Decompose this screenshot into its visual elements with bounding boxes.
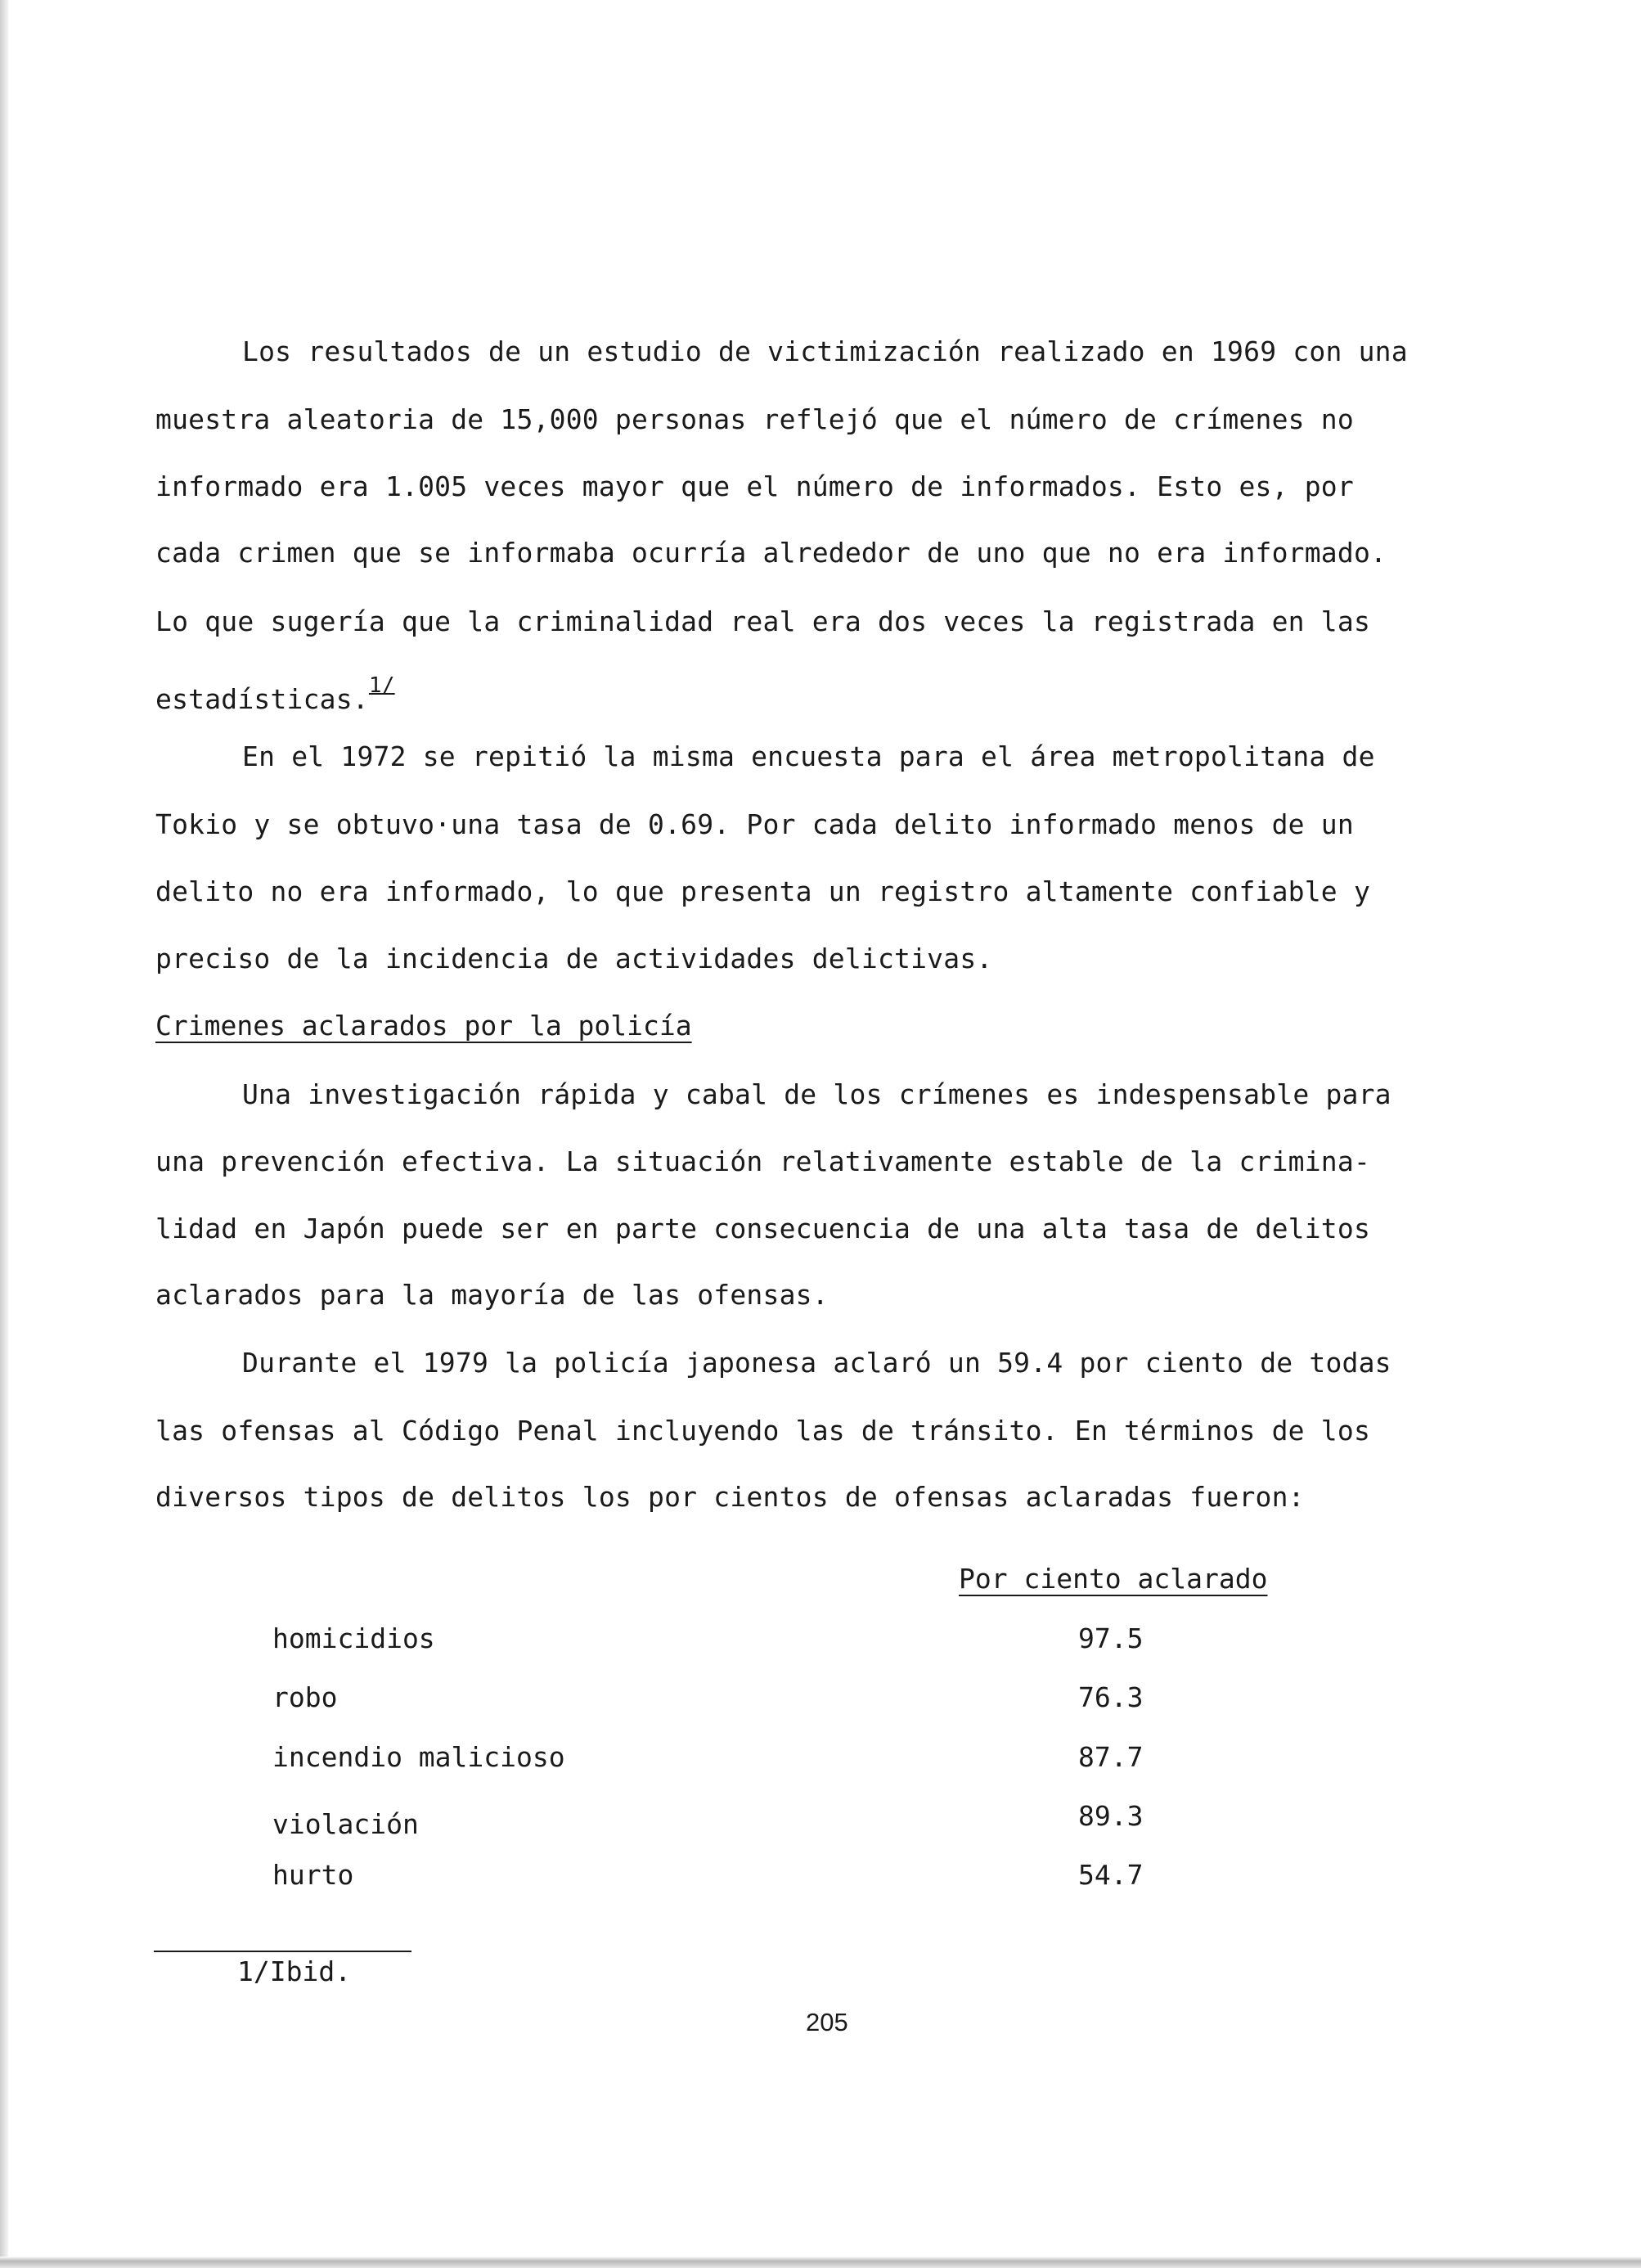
paragraph4-line-2: las ofensas al Código Penal incluyendo las de tránsito. En términos de los bbox=[155, 1415, 1371, 1447]
paragraph2-line-4: preciso de la incidencia de actividades delictivas. bbox=[155, 943, 993, 974]
table-header: Por ciento aclarado bbox=[959, 1563, 1268, 1595]
paragraph1-last-words: estadísticas. bbox=[155, 683, 369, 715]
section-heading: Crimenes aclarados por la policía bbox=[155, 1010, 692, 1042]
table-row-percent: 76.3 bbox=[1078, 1681, 1144, 1713]
table-row-crime: homicidios bbox=[272, 1622, 435, 1654]
table-row-percent: 89.3 bbox=[1078, 1800, 1144, 1832]
footnote-marker: 1/ bbox=[368, 673, 395, 698]
paragraph3-line-3: lidad en Japón puede ser en parte consecuencia de una alta tasa de delitos bbox=[155, 1213, 1371, 1244]
footnote-text: 1/Ibid. bbox=[237, 1955, 352, 1987]
paragraph2-line-2: Tokio y se obtuvo·una tasa de 0.69. Por cada delito informado menos de un bbox=[155, 808, 1354, 840]
table-row-percent: 54.7 bbox=[1078, 1859, 1144, 1891]
table-row-crime: incendio malicioso bbox=[272, 1741, 565, 1773]
page-edge-shadow bbox=[0, 0, 8, 2268]
page-number: 205 bbox=[806, 2008, 848, 2036]
paragraph1-line-4: cada crimen que se informaba ocurría alrededor de uno que no era informado. bbox=[155, 537, 1387, 569]
page-edge-bottom-shadow bbox=[0, 2257, 1641, 2268]
paragraph2-line-3: delito no era informado, lo que presenta un registro altamente confiable y bbox=[155, 875, 1371, 907]
table-row-crime: violación bbox=[272, 1808, 419, 1840]
table-row-percent: 87.7 bbox=[1078, 1741, 1144, 1773]
paragraph3-line-1: Una investigación rápida y cabal de los crímenes es indespensable para bbox=[242, 1078, 1391, 1110]
paragraph4-line-3: diversos tipos de delitos los por cientos de ofensas aclaradas fueron: bbox=[155, 1481, 1305, 1513]
paragraph3-line-2: una prevención efectiva. La situación relativamente estable de la crimina- bbox=[155, 1145, 1371, 1177]
paragraph1-line-6 bbox=[155, 673, 395, 715]
paragraph3-line-4: aclarados para la mayoría de las ofensas. bbox=[155, 1279, 829, 1311]
footnote-divider bbox=[154, 1951, 411, 1952]
table-row-crime: robo bbox=[272, 1681, 338, 1713]
paragraph1-line-2: muestra aleatoria de 15,000 personas reflejó que el número de crímenes no bbox=[155, 403, 1354, 435]
table-row-crime: hurto bbox=[272, 1859, 354, 1891]
paragraph1-line-1: Los resultados de un estudio de victimización realizado en 1969 con una bbox=[242, 335, 1408, 367]
paragraph4-line-1: Durante el 1979 la policía japonesa aclaró un 59.4 por ciento de todas bbox=[242, 1347, 1391, 1379]
paragraph2-line-1: En el 1972 se repitió la misma encuesta para el área metropolitana de bbox=[242, 740, 1375, 772]
paragraph1-line-3: informado era 1.005 veces mayor que el número de informados. Esto es, por bbox=[155, 470, 1354, 502]
table-row-percent: 97.5 bbox=[1078, 1622, 1144, 1654]
paragraph1-line-5: Lo que sugería que la criminalidad real era dos veces la registrada en las bbox=[155, 605, 1371, 637]
